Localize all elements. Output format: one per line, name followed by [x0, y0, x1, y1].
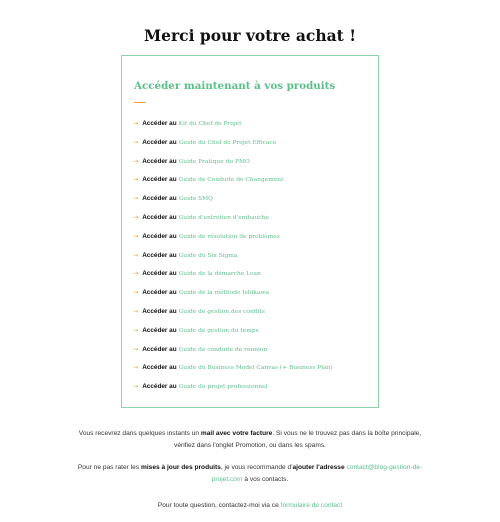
notice-text: Vous recevrez dans quelques instants un [78, 430, 200, 437]
product-prefix: Accéder au [142, 364, 177, 372]
product-prefix: Accéder au [142, 270, 177, 278]
product-list-item [133, 228, 333, 247]
product-list-item [133, 322, 333, 341]
product-link[interactable]: Guide du projet professionnel [178, 384, 268, 391]
title-underline [134, 102, 146, 103]
product-list-item [133, 190, 333, 209]
notice-text: à vos contacts. [244, 476, 289, 483]
product-link[interactable]: Guide de Conduite de Changement [178, 177, 284, 184]
product-prefix: Accéder au [142, 383, 177, 391]
product-list-item [133, 247, 333, 266]
product-list-item [133, 171, 333, 190]
arrow-right-icon: → [133, 326, 139, 334]
arrow-right-icon: → [133, 383, 139, 391]
arrow-right-icon: → [133, 138, 139, 146]
contact-notice [0, 500, 500, 512]
product-link[interactable]: Guide de gestion du temps [178, 327, 259, 334]
card-title: Accéder maintenant à vos produits [134, 80, 336, 92]
page-title: Merci pour votre achat ! [144, 26, 356, 45]
update-notice [0, 462, 500, 486]
product-link[interactable]: Kit du Chef de Projet [178, 121, 242, 127]
contact-email-link-cont[interactable]: projet.com [211, 476, 243, 483]
product-list-item [133, 134, 333, 153]
product-prefix: Accéder au [142, 307, 177, 315]
product-prefix: Accéder au [142, 251, 177, 259]
arrow-right-icon: → [133, 251, 139, 259]
product-prefix: Accéder au [142, 157, 177, 165]
arrow-right-icon: → [133, 345, 139, 353]
product-link[interactable]: Guide du Six Sigma [178, 252, 238, 259]
product-prefix: Accéder au [142, 232, 177, 240]
contact-form-link[interactable]: formulaire de contact [280, 502, 343, 509]
product-list [133, 115, 333, 397]
arrow-right-icon: → [133, 307, 139, 315]
product-link[interactable]: Guide de la méthode Ishikawa [178, 290, 270, 297]
product-link[interactable]: Guide Pratique du PMO [178, 158, 250, 165]
product-list-item [133, 209, 333, 228]
product-prefix: Accéder au [142, 120, 177, 127]
product-list-item [133, 341, 333, 360]
product-prefix: Accéder au [142, 138, 177, 146]
notice-bold: mail avec votre facture [200, 430, 273, 437]
product-list-item [133, 284, 333, 303]
arrow-right-icon: → [133, 176, 139, 184]
notice-bold: ajouter l'adresse [292, 464, 345, 471]
arrow-right-icon: → [133, 232, 139, 240]
notice-text: , je vous recommande d' [220, 464, 293, 471]
product-prefix: Accéder au [142, 176, 177, 184]
product-link[interactable]: Guide de résolution de problèmes [178, 233, 280, 240]
arrow-right-icon: → [133, 157, 139, 165]
product-prefix: Accéder au [142, 289, 177, 297]
product-prefix: Accéder au [142, 345, 177, 353]
product-link[interactable]: Guide du Chef de Projet Efficace [178, 139, 277, 146]
product-list-item [133, 303, 333, 322]
arrow-right-icon: → [133, 270, 139, 278]
product-link[interactable]: Guide du Business Model Canvas (+ Business Plan) [178, 365, 333, 372]
invoice-notice [0, 428, 500, 452]
product-prefix: Accéder au [142, 326, 177, 334]
product-list-item [133, 359, 333, 378]
notice-bold: mises à jour des produits [140, 464, 221, 471]
notice-text: . Si vous ne le trouvez pas dans la boîte principale, [272, 430, 422, 437]
arrow-right-icon: → [133, 213, 139, 221]
products-card [121, 55, 379, 408]
product-list-item [133, 115, 333, 134]
product-link[interactable]: Guide de la démarche Lean [178, 271, 261, 278]
arrow-right-icon: → [133, 120, 139, 127]
contact-email-link[interactable]: contact@blog-gestion-de- [346, 464, 423, 471]
notice-text: Pour toute question, contactez-moi via ce [157, 502, 279, 509]
notice-text: vérifiez dans l'onglet Promotion, ou dans les spams. [174, 442, 326, 449]
arrow-right-icon: → [133, 289, 139, 297]
arrow-right-icon: → [133, 364, 139, 372]
notice-text: Pour ne pas rater les [77, 464, 140, 471]
product-list-item [133, 378, 333, 397]
product-list-item [133, 265, 333, 284]
product-link[interactable]: Guide d'entretien d'embauche [178, 214, 269, 221]
product-list-item [133, 153, 333, 172]
product-link[interactable]: Guide de conduite de réunion [178, 346, 268, 353]
product-prefix: Accéder au [142, 213, 177, 221]
product-link[interactable]: Guide SMQ [178, 196, 213, 203]
arrow-right-icon: → [133, 195, 139, 203]
product-link[interactable]: Guide de gestion des conflits [178, 308, 265, 315]
product-prefix: Accéder au [142, 195, 177, 203]
